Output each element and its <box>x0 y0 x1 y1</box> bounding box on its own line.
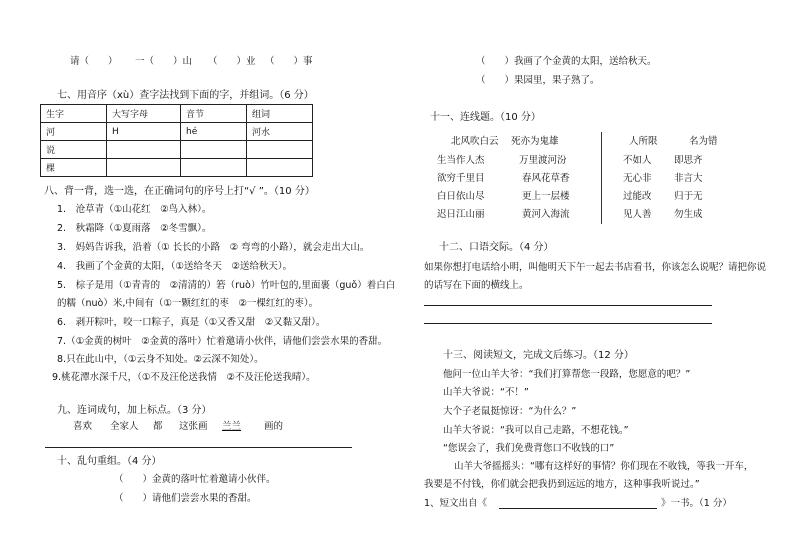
column-divider <box>601 132 602 224</box>
match-right-d[interactable]: 归于无 <box>674 191 703 202</box>
table-header: 音节 <box>181 105 247 123</box>
section-10-title: 十、乱句重组。（4 分） <box>57 456 162 467</box>
match-right-c[interactable]: 人所限 <box>629 136 658 147</box>
table-header: 大写字母 <box>107 105 181 123</box>
reorder-item: （ ）请他们尝尝水果的香甜。 <box>114 493 257 504</box>
prompt-text: 的话写在下面的横线上。 <box>424 280 529 291</box>
passage-line: 山羊大爷说：“不！” <box>443 387 529 398</box>
choice-item: 9.桃花潭水深千尺，（①不及汪伦送我情 ②不及汪伦送我晴）。 <box>52 372 316 383</box>
table-row <box>41 123 313 141</box>
match-left-b[interactable]: 万里渡河汾 <box>519 155 567 166</box>
table-cell: 河 <box>41 123 107 141</box>
table-cell: 棵 <box>41 159 107 177</box>
table-cell[interactable] <box>247 141 313 159</box>
passage-line: 大个子老鼠挺惊讶：“为什么？” <box>443 406 577 417</box>
table-cell[interactable] <box>107 159 181 177</box>
table-cell[interactable] <box>181 159 247 177</box>
blank-item-4: （ ）事 <box>265 56 313 67</box>
section-9-title: 九、连词成句，加上标点。（3 分） <box>57 405 212 416</box>
pinyin-table <box>40 104 313 177</box>
table-header: 生字 <box>41 105 107 123</box>
table-header-row <box>41 105 313 123</box>
section-13-title: 十三、阅读短文，完成文后练习。（12 分） <box>443 350 634 361</box>
table-cell: 说 <box>41 141 107 159</box>
blank-item-1: 请（ ） <box>70 56 118 67</box>
match-left-a[interactable]: 迟日江山丽 <box>437 209 485 220</box>
blank-item-3: （ ）业 <box>208 56 256 67</box>
match-right-d[interactable]: 勿生成 <box>674 209 703 220</box>
choice-item: 4. 我画了个金黄的太阳，（①送给冬天 ②送给秋天）。 <box>57 261 293 272</box>
section-11-title: 十一、连线题。（10 分） <box>430 112 541 123</box>
word-1: 喜欢 <box>73 421 93 432</box>
match-right-c[interactable]: 无心非 <box>623 173 652 184</box>
match-right-c[interactable]: 过能改 <box>623 191 652 202</box>
table-cell[interactable] <box>181 141 247 159</box>
match-left-a[interactable]: 欲穷千里目 <box>437 173 485 184</box>
answer-line[interactable] <box>45 447 352 448</box>
word-5: 兰兰 <box>222 421 242 432</box>
question-1-suffix: 》一书。（1 分） <box>661 498 732 509</box>
choice-item: 5. 棕子是用（①青青的 ②清清的）箬（ruò）竹叶包的,里面裹（guǒ）着白白 <box>57 280 396 291</box>
choice-item: 8.只在此山中，（①云身不知处。②云深不知处）。 <box>57 354 264 365</box>
choice-item: 1. 沧草青（①山花红 ②鸟入林）。 <box>57 204 212 215</box>
match-left-a[interactable]: 北风吹白云 <box>451 136 499 147</box>
reorder-item: （ ）我画了个金黄的太阳，送给秋天。 <box>476 56 657 67</box>
match-left-b[interactable]: 死亦为鬼雄 <box>511 136 559 147</box>
answer-line[interactable] <box>424 323 712 324</box>
table-row <box>41 141 313 159</box>
match-right-d[interactable]: 非言大 <box>674 173 703 184</box>
word-2: 全家人 <box>110 421 139 432</box>
section-12-title: 十二、口语交际。（4 分） <box>439 242 554 253</box>
passage-line: 山羊大爷说：“我可以自己走路，不想花钱。” <box>443 425 629 436</box>
question-1-prefix: 1、短文出自《 <box>424 498 488 509</box>
match-right-c[interactable]: 见人善 <box>623 209 652 220</box>
match-left-a[interactable]: 白日依山尽 <box>437 191 485 202</box>
choice-item-cont: 的糯（nuò）米,中间有（①一颗红红的枣 ②一棵红红的枣）。 <box>57 298 319 309</box>
passage-line: 他问一位山羊大爷：“我们打算帮您一段路，您愿意的吧？” <box>443 369 691 380</box>
choice-item: 3. 妈妈告诉我，沿着（① 长长的小路 ② 弯弯的小路），就会走出大山。 <box>57 242 370 253</box>
word-3: 都 <box>153 421 163 432</box>
section-8-title: 八、背一背，选一选，在正确词句的序号上打“√ ”。（10 分） <box>44 186 315 197</box>
choice-item: 2. 秋霜降（①夏雨落 ②冬雪飘）。 <box>57 223 212 234</box>
match-left-b[interactable]: 更上一层楼 <box>522 191 570 202</box>
match-left-a[interactable]: 生当作人杰 <box>437 155 485 166</box>
word-6: 画的 <box>264 421 284 432</box>
table-cell: hé <box>181 123 247 141</box>
table-cell: H <box>107 123 181 141</box>
choice-item: 6. 剥开粽叶，咬一口粽子，真是（①又香又甜 ②又黏又甜）。 <box>57 317 326 328</box>
word-4: 这张画 <box>179 421 208 432</box>
answer-line[interactable] <box>424 305 712 306</box>
blank-item-2: 一（ ）山 <box>135 56 193 67</box>
reorder-item: （ ）果园里，果子熟了。 <box>476 75 600 86</box>
match-left-b[interactable]: 春风花草香 <box>522 173 570 184</box>
answer-blank[interactable] <box>499 508 657 509</box>
table-cell: 河水 <box>247 123 313 141</box>
match-left-b[interactable]: 黄河入海流 <box>522 209 570 220</box>
table-header: 组词 <box>247 105 313 123</box>
match-right-d[interactable]: 即思齐 <box>674 155 703 166</box>
prompt-text: 如果你想打电话给小明，叫他明天下午一起去书店看书，你该怎么说呢？请把你说 <box>424 262 767 273</box>
table-cell[interactable] <box>107 141 181 159</box>
passage-line: “您误会了，我们免费背您口不收钱的口” <box>443 443 615 454</box>
match-right-c[interactable]: 不如人 <box>623 155 652 166</box>
reorder-item: （ ）金黄的落叶忙着邀请小伙伴。 <box>114 474 276 485</box>
passage-line: 我要是不付钱，你们就会把我扔到远远的地方，这种事我听说过。” <box>424 479 700 490</box>
section-7-title: 七、用音序（xù）查字法找到下面的字，并组词。（6 分） <box>57 90 314 101</box>
match-right-d[interactable]: 名为错 <box>689 136 718 147</box>
table-cell[interactable] <box>247 159 313 177</box>
choice-item: 7.（①金黄的树叶 ②金黄的落叶）忙着邀请小伙伴，请他们尝尝水果的香甜。 <box>57 336 388 347</box>
passage-line: 山羊大爷摇摇头：“哪有这样好的事情？你们现在不收钱，等我一开车， <box>454 461 754 472</box>
table-row <box>41 159 313 177</box>
